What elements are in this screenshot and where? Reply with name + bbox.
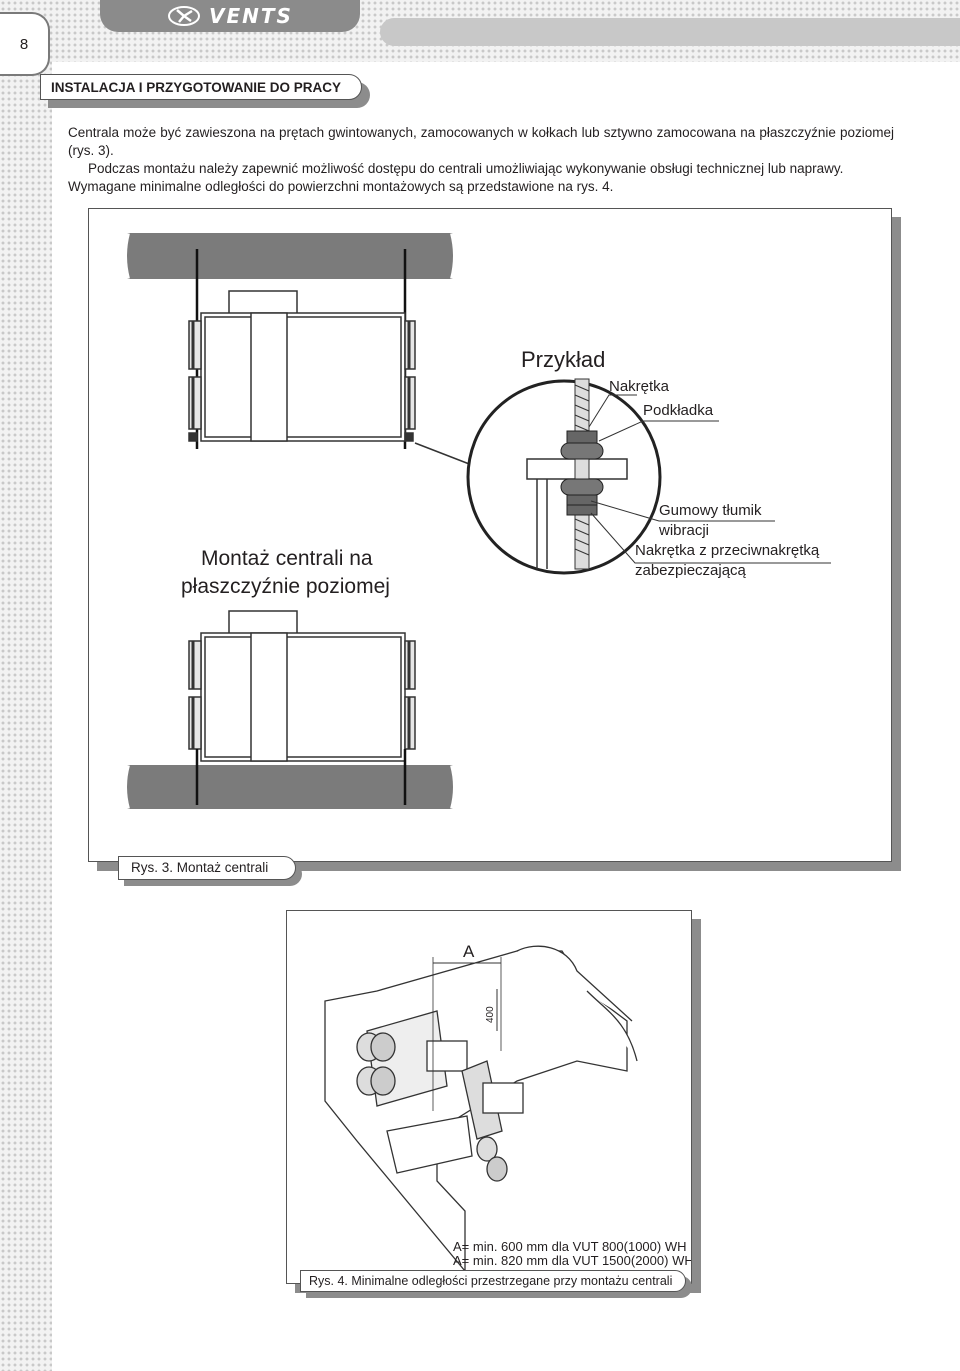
fan-icon bbox=[167, 5, 201, 27]
floor-mount-label-2: płaszczyźnie poziomej bbox=[181, 575, 390, 598]
header-bar bbox=[380, 18, 960, 46]
example-label: Przykład bbox=[521, 347, 606, 372]
paragraph-3: Wymagane minimalne odległości do powierzchni montażowych są przedstawione na rys. 4. bbox=[68, 179, 614, 194]
figure-3-caption: Rys. 3. Montaż centrali bbox=[118, 856, 296, 880]
washer-label: Podkładka bbox=[643, 402, 714, 419]
floor-unit bbox=[189, 611, 415, 761]
figure-4-caption: Rys. 4. Minimalne odległości przestrzegane przy montażu centrali bbox=[300, 1270, 686, 1292]
damper-label-2: wibracji bbox=[659, 522, 710, 539]
note-2: A= min. 820 mm dla VUT 1500(2000) WH bbox=[453, 1253, 691, 1268]
figure-4-drawing bbox=[287, 911, 691, 1283]
suspended-unit bbox=[189, 291, 415, 441]
note-1: A= min. 600 mm dla VUT 800(1000) WH bbox=[453, 1239, 687, 1254]
page-number: 8 bbox=[0, 12, 50, 76]
dimension-400: 400 bbox=[485, 1006, 496, 1023]
figure-4-frame bbox=[286, 910, 692, 1284]
locknut-label-1: Nakrętka z przeciwnakrętką bbox=[635, 542, 820, 559]
paragraph-2: Podczas montażu należy zapewnić możliwość dostępu do centrali umożliwiając wykonywanie obsługi technicznej lub naprawy. bbox=[88, 161, 844, 176]
logo-text: VENTS bbox=[209, 4, 293, 28]
floor-mount-label-1: Montaż centrali na bbox=[201, 547, 373, 570]
paragraph-1: Centrala może być zawieszona na prętach gwintowanych, zamocowanych w kołkach lub sztywno zamocowana na płaszczyźnie poziomej (rys. 3). bbox=[68, 125, 894, 158]
dimension-a: A bbox=[463, 942, 475, 961]
figure-3-frame bbox=[88, 208, 892, 862]
nut-label: Nakrętka bbox=[609, 378, 670, 395]
logo bbox=[100, 0, 360, 32]
side-pattern bbox=[0, 0, 52, 1371]
locknut-label-2: zabezpieczającą bbox=[635, 562, 746, 579]
section-title: INSTALACJA I PRZYGOTOWANIE DO PRACY bbox=[40, 74, 362, 100]
damper-label-1: Gumowy tłumik bbox=[659, 502, 762, 519]
figure-3-drawing bbox=[89, 209, 891, 861]
